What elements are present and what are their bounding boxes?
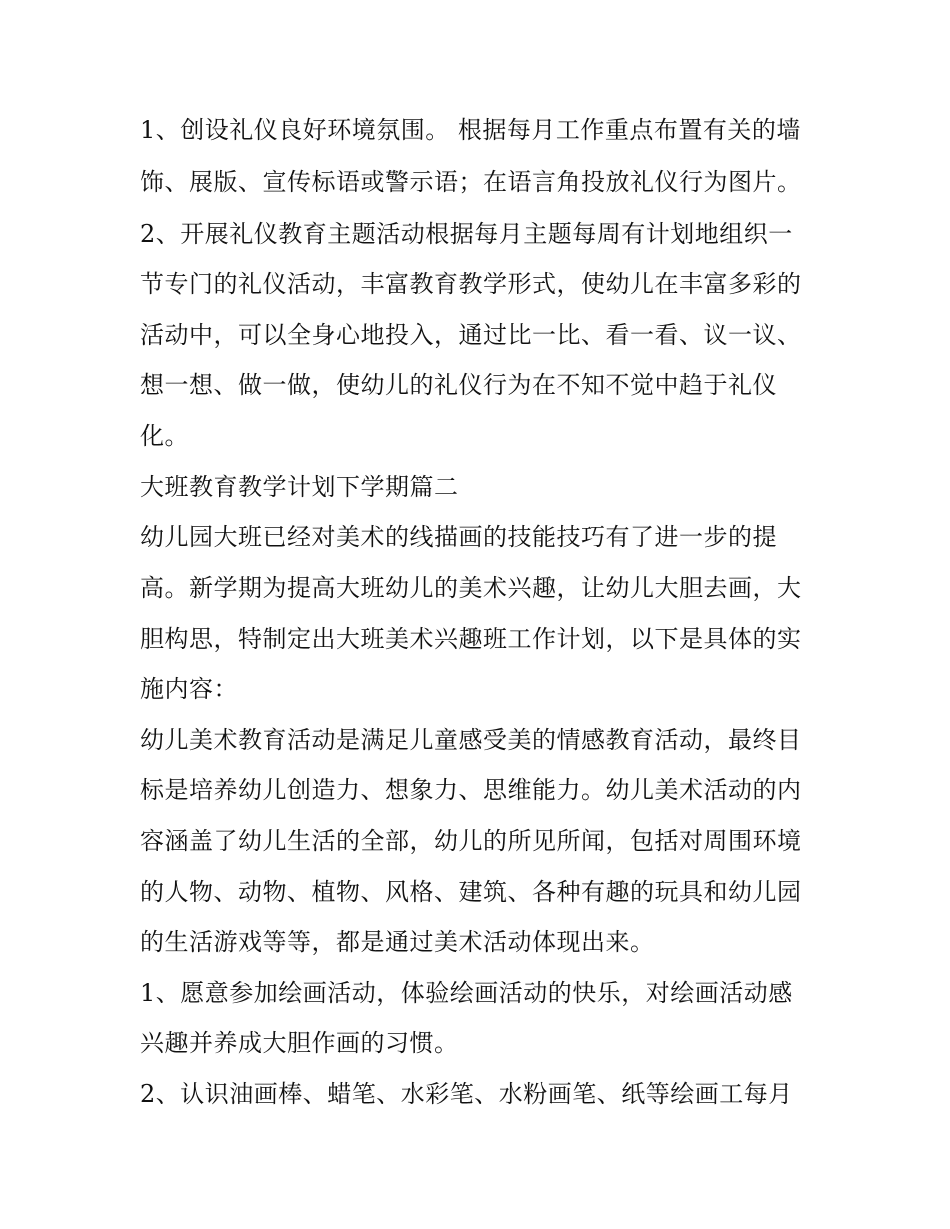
text-line: 2、认识油画棒、蜡笔、水彩笔、水粉画笔、纸等绘画工每月 [140,1080,793,1108]
text-line: 1、愿意参加绘画活动，体验绘画活动的快乐，对绘画活动感 [140,979,793,1007]
text-line: 饰、展版、宣传标语或警示语；在语言角投放礼仪行为图片。 [140,168,802,196]
text-line: 高。新学期为提高大班幼儿的美术兴趣，让幼儿大胆去画，大 [140,574,802,602]
text-line: 兴趣并养成大胆作画的习惯。 [140,1029,459,1057]
text-line: 胆构思，特制定出大班美术兴趣班工作计划，以下是具体的实 [140,625,802,653]
text-line: 标是培养幼儿创造力、想象力、思维能力。幼儿美术活动的内 [140,776,802,804]
text-line: 容涵盖了幼儿生活的全部，幼儿的所见所闻，包括对周围环境 [140,827,802,855]
text-line: 活动中，可以全身心地投入，通过比一比、看一看、议一议、 [140,321,802,349]
text-line: 幼儿园大班已经对美术的线描画的技能技巧有了进一步的提 [140,523,777,551]
text-line: 化。 [140,422,189,450]
text-line: 的生活游戏等等，都是通过美术活动体现出来。 [140,928,655,956]
text-line: 想一想、做一做，使幼儿的礼仪行为在不知不觉中趋于礼仪 [140,371,777,399]
section-heading: 大班教育教学计划下学期篇二 [140,473,459,501]
text-line: 施内容： [140,675,238,703]
text-line: 1、创设礼仪良好环境氛围。 根据每月工作重点布置有关的墙 [140,116,801,144]
text-line: 幼儿美术教育活动是满足儿童感受美的情感教育活动，最终目 [140,726,802,754]
text-line: 节专门的礼仪活动，丰富教育教学形式，使幼儿在丰富多彩的 [140,270,802,298]
text-line: 的人物、动物、植物、风格、建筑、各种有趣的玩具和幼儿园 [140,878,802,906]
text-line: 2、开展礼仪教育主题活动根据每月主题每周有计划地组织一 [140,220,793,248]
